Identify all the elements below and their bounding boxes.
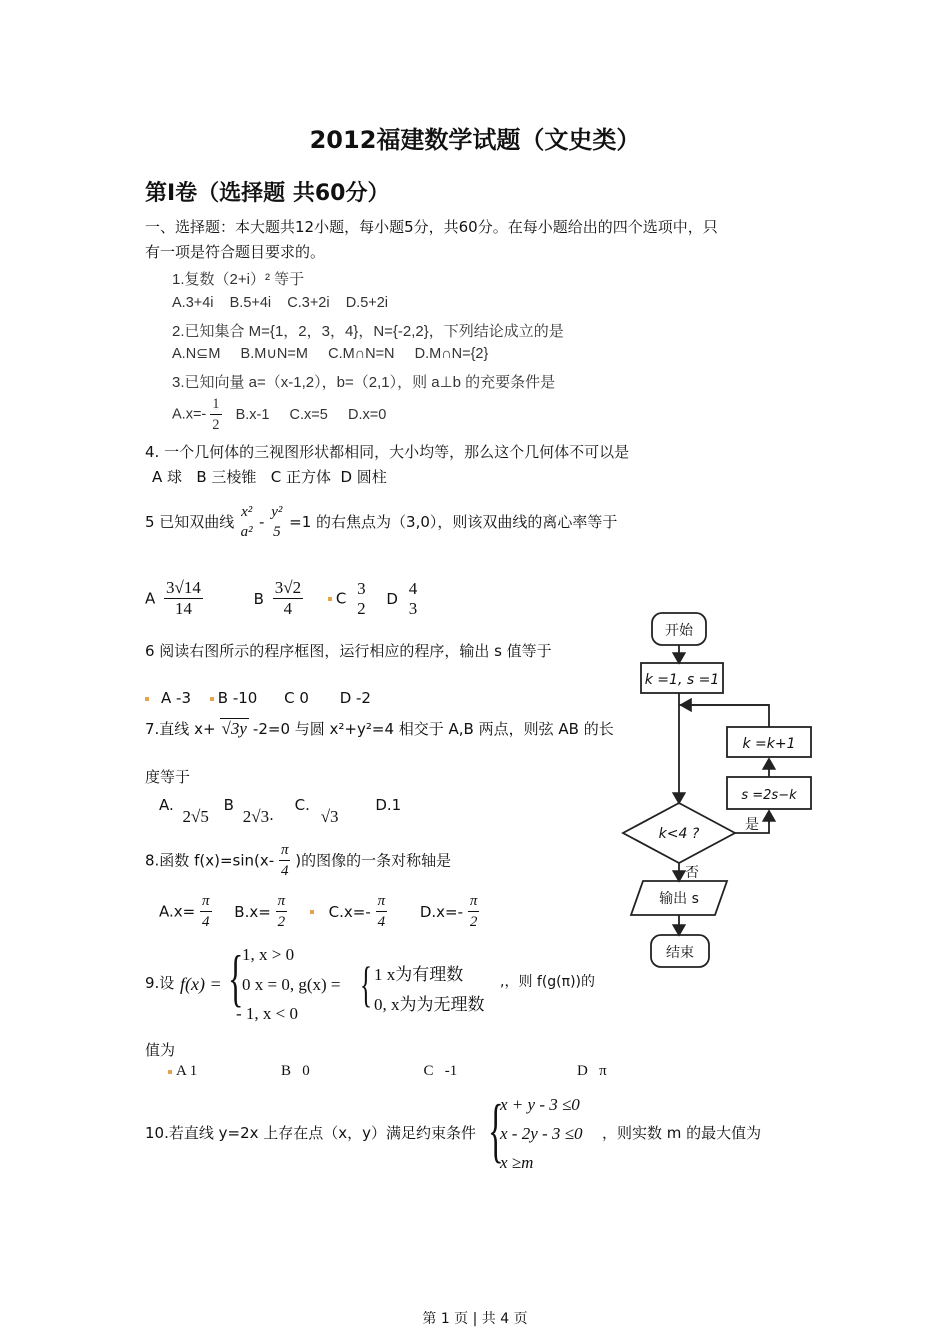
q10-constraint-1: x + y - 3 ≤0 [500,1095,580,1114]
q10-stem-post: ，则实数 m 的最大值为 [602,1124,762,1142]
q10-brace: { [488,1090,504,1170]
q3-opt-rest: B.x-1 C.x=5 D.x=0 [235,406,387,423]
q8-fraction: $\frac{\pi}{4}$ [280,842,289,879]
q5-stem: 5 已知双曲线 x² a² - y² 5 =1 的右焦点为（3,0），则该双曲线的离心率等于 [145,504,618,540]
q9-options: A 1 B 0 C -1 D π [168,1063,607,1080]
scan-mark [145,697,149,701]
q5-opt-d: 4 3 [408,578,418,618]
flow-init-text: k =1, s =1 [644,672,720,688]
intro-line-2: 有一项是符合题目要求的。 [145,243,326,261]
scan-mark [210,697,214,701]
q8-opt-c: $\frac{\pi}{4}$ [377,893,386,930]
q6-stem: 6 阅读右图所示的程序框图，运行相应的程序，输出 s 值等于 [145,642,552,660]
q5-fraction-y: y² 5 [271,504,283,540]
q9-post: ,，则 f(g(π))的 [500,974,595,990]
q4-options: A 球 B 三棱锥 C 正方体 D 圆柱 [152,468,387,486]
scan-mark [168,1070,172,1074]
q8-opt-b: $\frac{\pi}{2}$ [277,893,286,930]
q7-stem: 7.直线 x+ √3y -2=0 与圆 x²+y²=4 相交于 A,B 两点，则弦 AB 的长 [145,719,614,738]
q8-opt-d: $\frac{\pi}{2}$ [469,893,478,930]
q5-opt-c: 3 2 [357,578,366,618]
q5-options: A $\frac{3√14}{14}$ B $\frac{3√2}{4}$ C 3 2 D 4 3 [145,578,418,618]
q8-stem: 8.函数 f(x)=sin(x- $\frac{\pi}{4}$ )的图像的一条对称轴是 [145,842,452,879]
q5-opt-b: $\frac{3√2}{4}$ [274,578,302,618]
q10-constraint-3: x ≥m [500,1153,534,1172]
q3-opt-a: A.x=- [172,406,207,423]
flow-update-s-text: s =2s−k [741,788,797,803]
flow-start-text: 开始 [665,623,693,639]
q9-brace-f: { [228,942,244,1013]
section-heading: 第Ⅰ卷（选择题 共60分） [145,181,390,206]
q4-stem: 4. 一个几何体的三视图形状都相同，大小均等，那么这个几何体不可以是 [145,443,630,461]
page-footer: 第 1 页 | 共 4 页 [422,1311,528,1327]
q9-f-case2: 0 x = 0, g(x) = [242,975,341,994]
flow-end-text: 结束 [666,945,694,961]
q3-options [172,394,386,435]
q7-options: A. 2√5 B 2√3. C. √3 D.1 [159,796,402,826]
q7-stem-line2: 度等于 [145,768,191,786]
flow-output-text: 输出 s [659,891,699,907]
flow-loop-line [679,705,769,727]
flowchart [615,605,825,980]
q6-options: A -3 B -10 C 0 D -2 [145,687,371,709]
page-title: 2012福建数学试题（文史类） [309,126,641,154]
q9-f-name: f(x) = [180,974,222,994]
q9-g-case1: 1 x为有理数 [374,965,464,984]
q9-brace-g: { [360,956,372,1012]
q9-f-case3: - 1, x < 0 [236,1004,298,1023]
q8-options: A.x= $\frac{\pi}{4}$ B.x= $\frac{\pi}{2}$ C.x=- $\frac{\pi}{4}$ D.x=- $\frac{\pi}{2}$ [159,893,478,930]
q10-stem: 10.若直线 y=2x 上存在点（x，y）满足约束条件 [145,1124,477,1142]
q3-stem: 3.已知向量 a=（x-1,2），b=（2,1），则 a⊥b 的充要条件是 [172,374,556,391]
q5-fraction-x: x² a² [240,504,253,540]
q2-options: A.N⊆M B.M∪N=M C.M∩N=N D.M∩N={2} [172,346,489,362]
q9-g-case2: 0, x为为无理数 [374,995,485,1014]
flow-condition-text: k<4 ? [658,826,700,842]
q9-line2: 值为 [145,1041,176,1059]
flow-no-label: 否 [685,865,699,881]
q1-options: A.3+4i B.5+4i C.3+2i D.5+2i [172,295,389,311]
intro-line-1: 一、选择题：本大题共12小题，每小题5分，共60分。在每小题给出的四个选项中，只 [145,218,718,236]
q8-opt-a: $\frac{\pi}{4}$ [202,893,210,930]
q9-f-case1: 1, x > 0 [242,945,295,964]
q10-constraint-2: x - 2y - 3 ≤0 [500,1124,583,1143]
q2-stem: 2.已知集合 M={1，2，3，4}，N={-2,2}，下列结论成立的是 [172,323,564,340]
flow-update-k-text: k =k+1 [742,736,796,752]
scan-mark [328,597,332,601]
q9-label: 9.设 [145,974,175,992]
scan-mark [310,910,314,914]
q1-stem: 1.复数（2+i）² 等于 [172,271,305,288]
q3-opt-a-fraction: $\frac{1}{2}$ [212,396,220,433]
q5-opt-a: $\frac{3√14}{14}$ [166,578,201,618]
flow-yes-label: 是 [745,817,759,833]
